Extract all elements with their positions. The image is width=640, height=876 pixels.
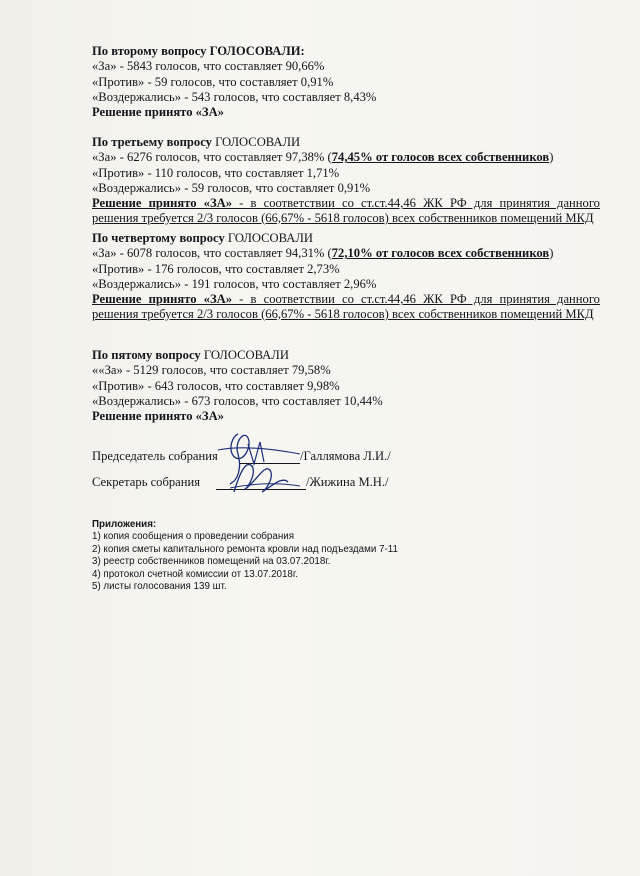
question-5-decision: Решение принято «ЗА»: [92, 409, 224, 424]
attachment-item: 4) протокол счетной комиссии от 13.07.2018г.: [92, 568, 298, 580]
question-4-for: «За» - 6078 голосов, что составляет 94,31% (72,10% от голосов всех собственников): [92, 246, 554, 261]
chair-line: [92, 449, 218, 464]
question-5-against: «Против» - 643 голосов, что составляет 9,98%: [92, 378, 340, 393]
question-2-decision: Решение принято «ЗА»: [92, 105, 224, 120]
attachment-item: 5) листы голосования 139 шт.: [92, 581, 227, 593]
question-3-block: [92, 135, 600, 225]
question-4-heading: По четвертому вопросу ГОЛОСОВАЛИ: [92, 231, 313, 245]
question-4-share-of-all-owners: 72,10% от голосов всех собственников: [331, 246, 550, 261]
chair-name: /Галлямова Л.И./: [300, 449, 391, 463]
question-5-for: ««За» - 5129 голосов, что составляет 79,58%: [92, 363, 331, 378]
question-3-abstained: «Воздержались» - 59 голосов, что составляет 0,91%: [92, 180, 371, 195]
question-4-block: [92, 231, 600, 321]
attachment-item: 2) копия сметы капитального ремонта кровли над подъездами 7-11: [92, 543, 398, 555]
chair-label: Председатель собрания: [92, 449, 218, 463]
attachments-heading: Приложения:: [92, 519, 157, 530]
question-2-block: [92, 44, 600, 120]
secretary-name: /Жижина М.Н./: [306, 475, 389, 489]
question-5-heading: По пятому вопросу ГОЛОСОВАЛИ: [92, 348, 289, 362]
question-5-abstained: «Воздержались» - 673 голосов, что составляет 10,44%: [92, 393, 383, 408]
question-2-heading: По второму вопросу ГОЛОСОВАЛИ:: [92, 44, 305, 58]
question-4-against: «Против» - 176 голосов, что составляет 2,73%: [92, 261, 340, 276]
question-3-decision: Решение принято «ЗА» - в соответствии со ст.ст.44,46 ЖК РФ для принятия данного решения требуется 2/3 голосов (66,67% - 5618 голосов) всех собственников помещений МКД: [92, 196, 600, 225]
secretary-line: [92, 475, 200, 490]
question-3-heading: По третьему вопросу ГОЛОСОВАЛИ: [92, 135, 301, 149]
question-3-share-of-all-owners: 74,45% от голосов всех собственников: [331, 150, 550, 165]
question-4-abstained: «Воздержались» - 191 голосов, что составляет 2,96%: [92, 276, 377, 291]
question-2-abstained: «Воздержались» - 543 голосов, что составляет 8,43%: [92, 89, 377, 104]
attachment-item: 1) копия сообщения о проведении собрания: [92, 531, 295, 543]
question-4-decision: Решение принято «ЗА» - в соответствии со ст.ст.44,46 ЖК РФ для принятия данного решения требуется 2/3 голосов (66,67% - 5618 голосов) всех собственников помещений МКД: [92, 292, 600, 321]
secretary-label: Секретарь собрания: [92, 475, 201, 489]
question-3-against: «Против» - 110 голосов, что составляет 1,71%: [92, 165, 340, 180]
question-2-against: «Против» - 59 голосов, что составляет 0,91%: [92, 74, 334, 89]
attachments-block: [92, 519, 600, 593]
attachment-item: 3) реестр собственников помещений на 03.07.2018г.: [92, 556, 331, 568]
question-5-block: [92, 348, 600, 424]
secretary-handwritten-signature: [226, 452, 306, 500]
question-2-for: «За» - 5843 голосов, что составляет 90,66%: [92, 59, 325, 74]
question-3-for: «За» - 6276 голосов, что составляет 97,38% (74,45% от голосов всех собственников): [92, 150, 554, 165]
